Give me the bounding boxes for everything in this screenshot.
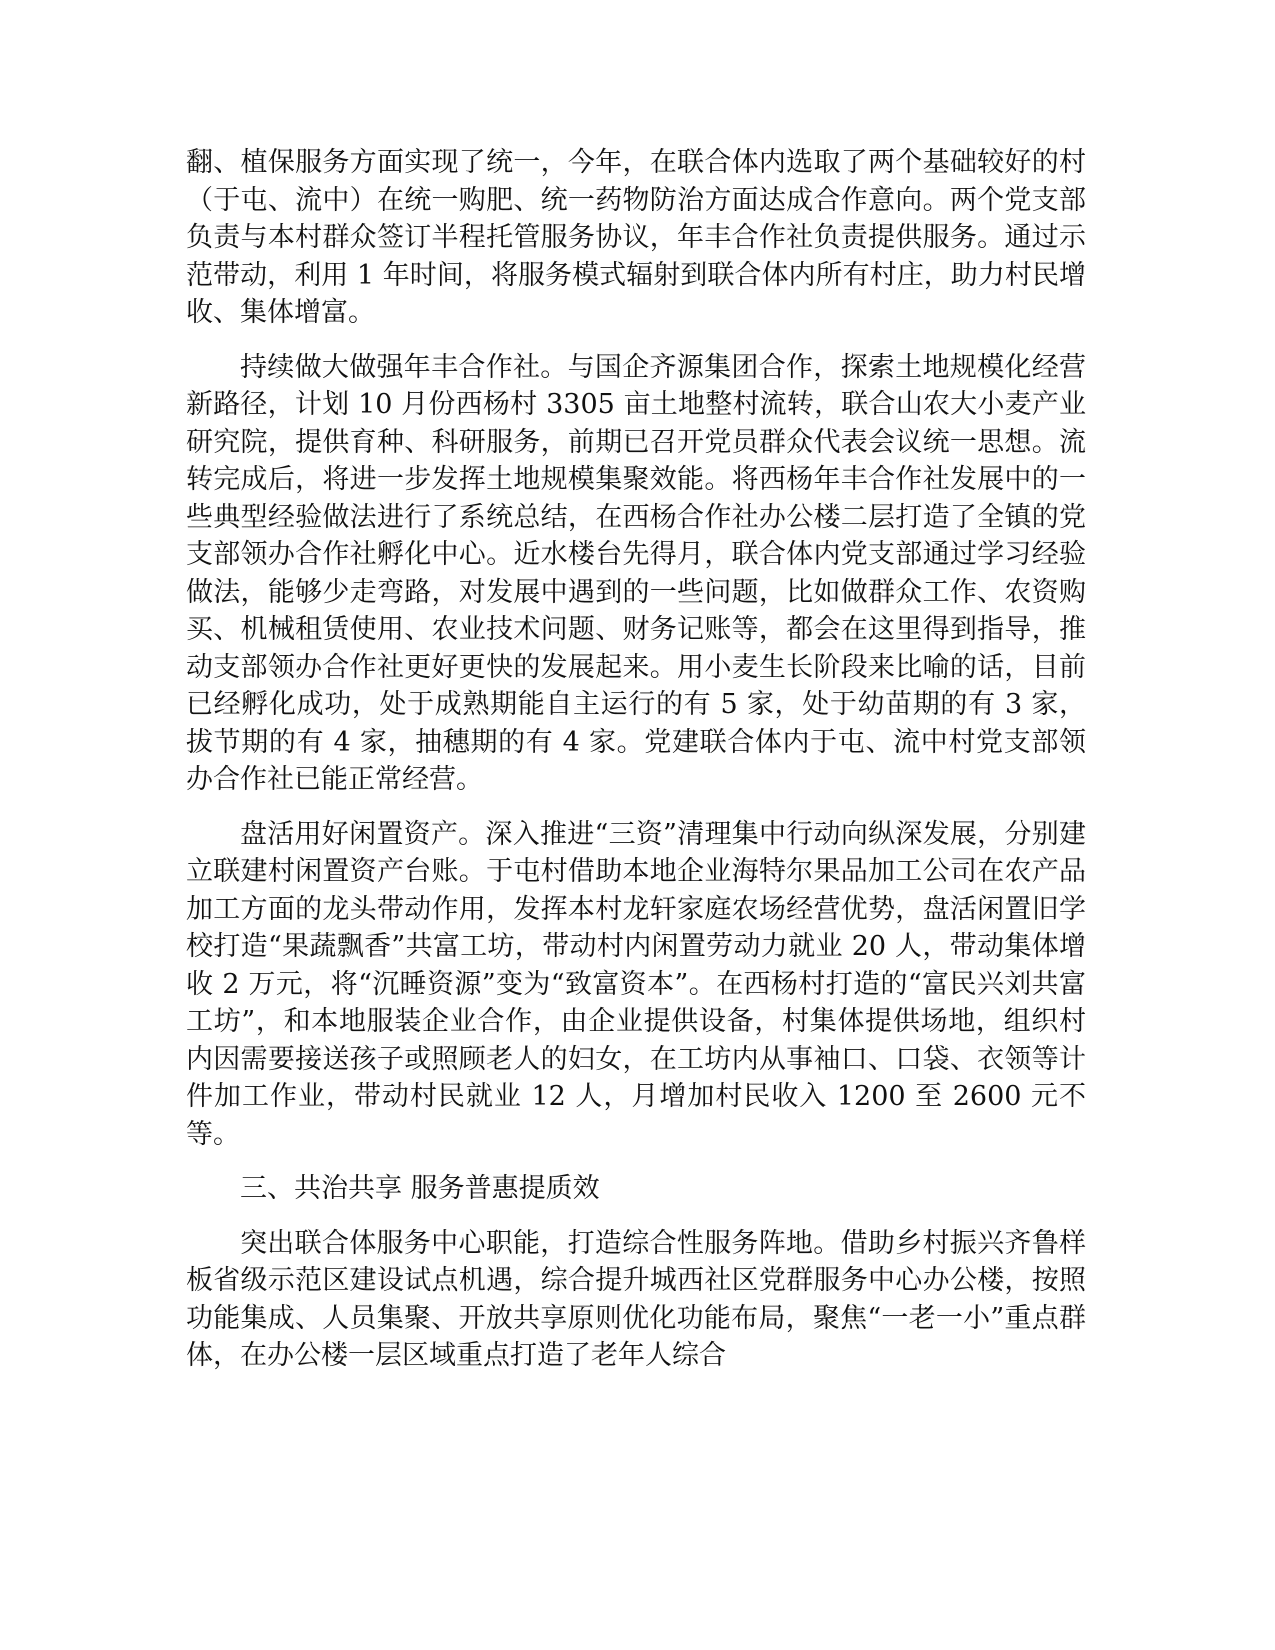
paragraph-cooperative: 持续做大做强年丰合作社。与国企齐源集团合作，探索土地规模化经营新路径，计划 10 月份西杨村 3305 亩土地整村流转，联合山农大小麦产业研究院，提供育种、科研服务，前期已召开党员群众代表会议统一思想。流转完成后，将进一步发挥土地规模集聚效能。将西杨年丰合作社发展中的一些典型经验做法进行了系统总结，在西杨合作社办公楼二层打造了全镇的党支部领办合作社孵化中心。近水楼台先得月，联合体内党支部通过学习经验做法，能够少走弯路，对发展中遇到的一些问题，比如做群众工作、农资购买、机械租赁使用、农业技术问题、财务记账等，都会在这里得到指导，推动支部领办合作社更好更快的发展起来。用小麦生长阶段来比喻的话，目前已经孵化成功，处于成熟期能自主运行的有 5 家，处于幼苗期的有 3 家，拔节期的有 4 家，抽穗期的有 4 家。党建联合体内于屯、流中村党支部领办合作社已能正常经营。	[186, 351, 1086, 795]
document-body	[186, 144, 1086, 1375]
paragraph-continued: 翻、植保服务方面实现了统一，今年，在联合体内选取了两个基础较好的村（于屯、流中）在统一购肥、统一药物防治方面达成合作意向。两个党支部负责与本村群众签订半程托管服务协议，年丰合作社负责提供服务。通过示范带动，利用 1 年时间，将服务模式辐射到联合体内所有村庄，助力村民增收、集体增富。	[186, 147, 1086, 328]
paragraph-idle-assets: 盘活用好闲置资产。深入推进“三资”清理集中行动向纵深发展，分别建立联建村闲置资产台账。于屯村借助本地企业海特尔果品加工公司在农产品加工方面的龙头带动作用，发挥本村龙轩家庭农场经营优势，盘活闲置旧学校打造“果蔬飘香”共富工坊，带动村内闲置劳动力就业 20 人，带动集体增收 2 万元，将“沉睡资源”变为“致富资本”。在西杨村打造的“富民兴刘共富工坊”，和本地服装企业合作，由企业提供设备，村集体提供场地，组织村内因需要接送孩子或照顾老人的妇女，在工坊内从事袖口、口袋、衣领等计件加工作业，带动村民就业 12 人，月增加村民收入 1200 至 2600 元不等。	[186, 818, 1086, 1150]
paragraph-service-center: 突出联合体服务中心职能，打造综合性服务阵地。借助乡村振兴齐鲁样板省级示范区建设试点机遇，综合提升城西社区党群服务中心办公楼，按照功能集成、人员集聚、开放共享原则优化功能布局，聚焦“一老一小”重点群体，在办公楼一层区域重点打造了老年人综合	[186, 1227, 1086, 1371]
section-heading: 三、共治共享 服务普惠提质效	[240, 1173, 600, 1204]
